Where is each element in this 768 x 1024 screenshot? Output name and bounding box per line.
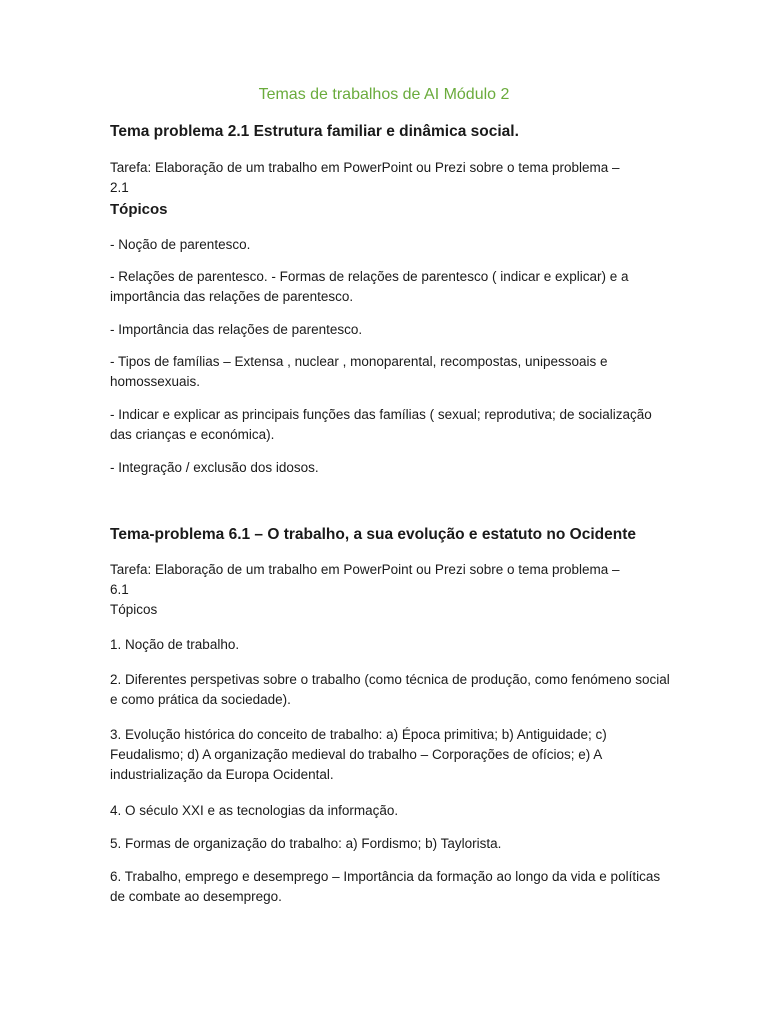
document-title: Temas de trabalhos de AI Módulo 2 bbox=[258, 86, 510, 103]
section2-topic-item: 2. Diferentes perspetivas sobre o trabalho (como técnica de produção, como fenómeno social e como prática da sociedade). bbox=[110, 672, 670, 707]
section1-topic-item: - Integração / exclusão dos idosos. bbox=[110, 460, 319, 475]
section1-topic-item: - Indicar e explicar as principais funções das famílias ( sexual; reprodutiva; de socialização das crianças e económica). bbox=[110, 407, 652, 442]
section1-heading: Tema problema 2.1 Estrutura familiar e dinâmica social. bbox=[110, 123, 519, 140]
section2-task-line2: 6.1 bbox=[110, 582, 129, 597]
section1-task-line1: Tarefa: Elaboração de um trabalho em PowerPoint ou Prezi sobre o tema problema – bbox=[110, 160, 620, 175]
section1-topics-heading: Tópicos bbox=[110, 201, 168, 218]
section2-topic-item: 3. Evolução histórica do conceito de trabalho: a) Época primitiva; b) Antiguidade; c) Feudalismo; d) A organização medieval do trabalho – Corporações de ofícios; e) A industrialização da Europa Ocidental. bbox=[110, 727, 607, 782]
section2-heading: Tema-problema 6.1 – O trabalho, a sua evolução e estatuto no Ocidente bbox=[110, 526, 636, 543]
section1-topic-item: - Noção de parentesco. bbox=[110, 237, 251, 252]
section2-topic-item: 6. Trabalho, emprego e desemprego – Importância da formação ao longo da vida e políticas de combate ao desemprego. bbox=[110, 869, 661, 904]
section2-topic-item: 5. Formas de organização do trabalho: a) Fordismo; b) Taylorista. bbox=[110, 836, 502, 851]
section2-task-line1: Tarefa: Elaboração de um trabalho em PowerPoint ou Prezi sobre o tema problema – bbox=[110, 562, 620, 577]
section1-topic-item: - Importância das relações de parentesco. bbox=[110, 322, 363, 337]
section2-topic-item: 1. Noção de trabalho. bbox=[110, 637, 240, 652]
section1-task-line2: 2.1 bbox=[110, 180, 129, 195]
section1-topic-item: - Tipos de famílias – Extensa , nuclear , monoparental, recompostas, unipessoais e homossexuais. bbox=[110, 354, 608, 389]
section2-topic-item: 4. O século XXI e as tecnologias da informação. bbox=[110, 803, 399, 818]
section2-topics-heading: Tópicos bbox=[110, 602, 158, 617]
section1-topic-item: - Relações de parentesco. - Formas de relações de parentesco ( indicar e explicar) e a importância das relações de parentesco. bbox=[110, 269, 629, 304]
